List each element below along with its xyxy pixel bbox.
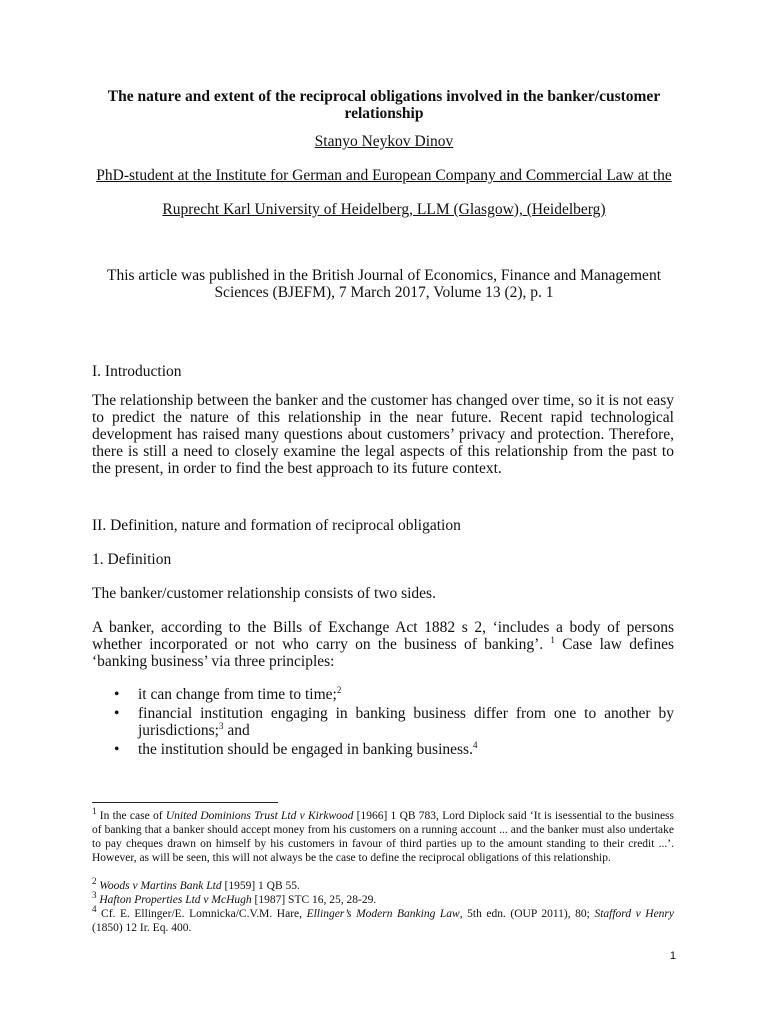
list-item [92,741,674,758]
definition-paragraph-1: The banker/customer relationship consists of two sides. [92,585,436,602]
publication-note: This article was published in the British Journal of Economics, Finance and Management Sciences (BJEFM), 7 March 2017, Volume 13 (2), p. 1 [107,267,661,301]
case-name: Woods v Martins Bank Ltd [99,880,222,892]
footnote-ref: 4 [472,739,478,750]
footnote-ref: 3 [218,720,224,731]
list-item [92,705,674,739]
footnote-separator [92,802,278,803]
footnote-text: In the case of [96,810,166,822]
introduction-paragraph: The relationship between the banker and the customer has changed over time, so it is not easy to predict the nature of this relationship in the near future. Recent rapid technological development has raised many questions about customers’ privacy and protection. Therefore, there is still a need to closely examine the legal aspects of this relationship from the past to the present, in order to find the best approach to its future context. [92,392,674,477]
footnote-text: Cf. E. Ellinger/E. Lomnicka/C.V.M. Hare, [96,908,307,920]
footnote-number: 4 [92,904,97,915]
footnote-3 [92,890,674,907]
book-title: Ellinger’s Modern Banking Law [306,908,460,920]
list-item-text: financial institution engaging in banking business differ from one to another by jurisdictions; [138,705,674,739]
paper-title: The nature and extent of the reciprocal obligations involved in the banker/customer relationship [107,88,661,122]
list-item-text: the institution should be engaged in banking business. [138,741,473,758]
case-name: United Dominions Trust Ltd v Kirkwood [165,810,354,822]
footnote-text: [1987] STC 16, 25, 28-29. [251,894,377,906]
paragraph-tail: Case law defines ‘banking business’ via three principles: [92,636,675,670]
list-item [92,686,674,703]
footnote-4 [92,904,675,935]
author-name: Stanyo Neykov Dinov [314,133,454,150]
footnote-text: [1959] 1 QB 55. [221,880,300,892]
case-name: Stafford v Henry [594,908,675,920]
bullet-icon: • [114,741,120,758]
footnote-ref: 2 [336,684,342,695]
affiliation-line-2: Ruprecht Karl University of Heidelberg, LLM (Glasgow), (Heidelberg) [162,201,606,218]
footnote-number: 1 [92,806,97,817]
affiliation-line-1: PhD-student at the Institute for German and European Company and Commercial Law at the [96,167,672,184]
bullet-icon: • [114,705,120,722]
footnote-number: 3 [92,890,97,901]
footnote-text: , 5th edn. (OUP 2011), 80; [459,908,595,920]
page-number: 1 [669,950,676,962]
paragraph-text: A banker, according to the Bills of Exchange Act 1882 s 2, ‘includes a body of persons whether incorporated or not who carry on the business of banking’. [92,619,674,653]
bullet-icon: • [114,686,120,703]
footnote-1 [92,806,674,865]
footnote-text: (1850) 12 Ir. Eq. 400. [92,922,192,934]
list-item-text: it can change from time to time; [138,686,337,703]
section-heading-definition-nature: II. Definition, nature and formation of reciprocal obligation [92,517,461,534]
case-name: Hafton Properties Ltd v McHugh [99,894,252,906]
list-item-tail: and [223,722,250,739]
definition-paragraph-2 [92,619,674,670]
footnote-ref: 1 [550,634,555,645]
footnote-2 [92,876,674,893]
bullet-list [92,686,674,760]
section-heading-introduction: I. Introduction [92,363,182,380]
subsection-heading-definition: 1. Definition [92,551,172,568]
footnote-text: [1966] 1 QB 783, Lord Diplock said ‘It is isessential to the business of banking that a banker should accept money from his customers on a running account ... and the banker must also undertake to pay cheques drawn on himself by his customers in favour of third parties up to the amount standing to their credit ...’. However, as will be seen, this will not always be the case to define the reciprocal obligations of this relationship. [92,810,674,864]
footnote-number: 2 [92,876,97,887]
